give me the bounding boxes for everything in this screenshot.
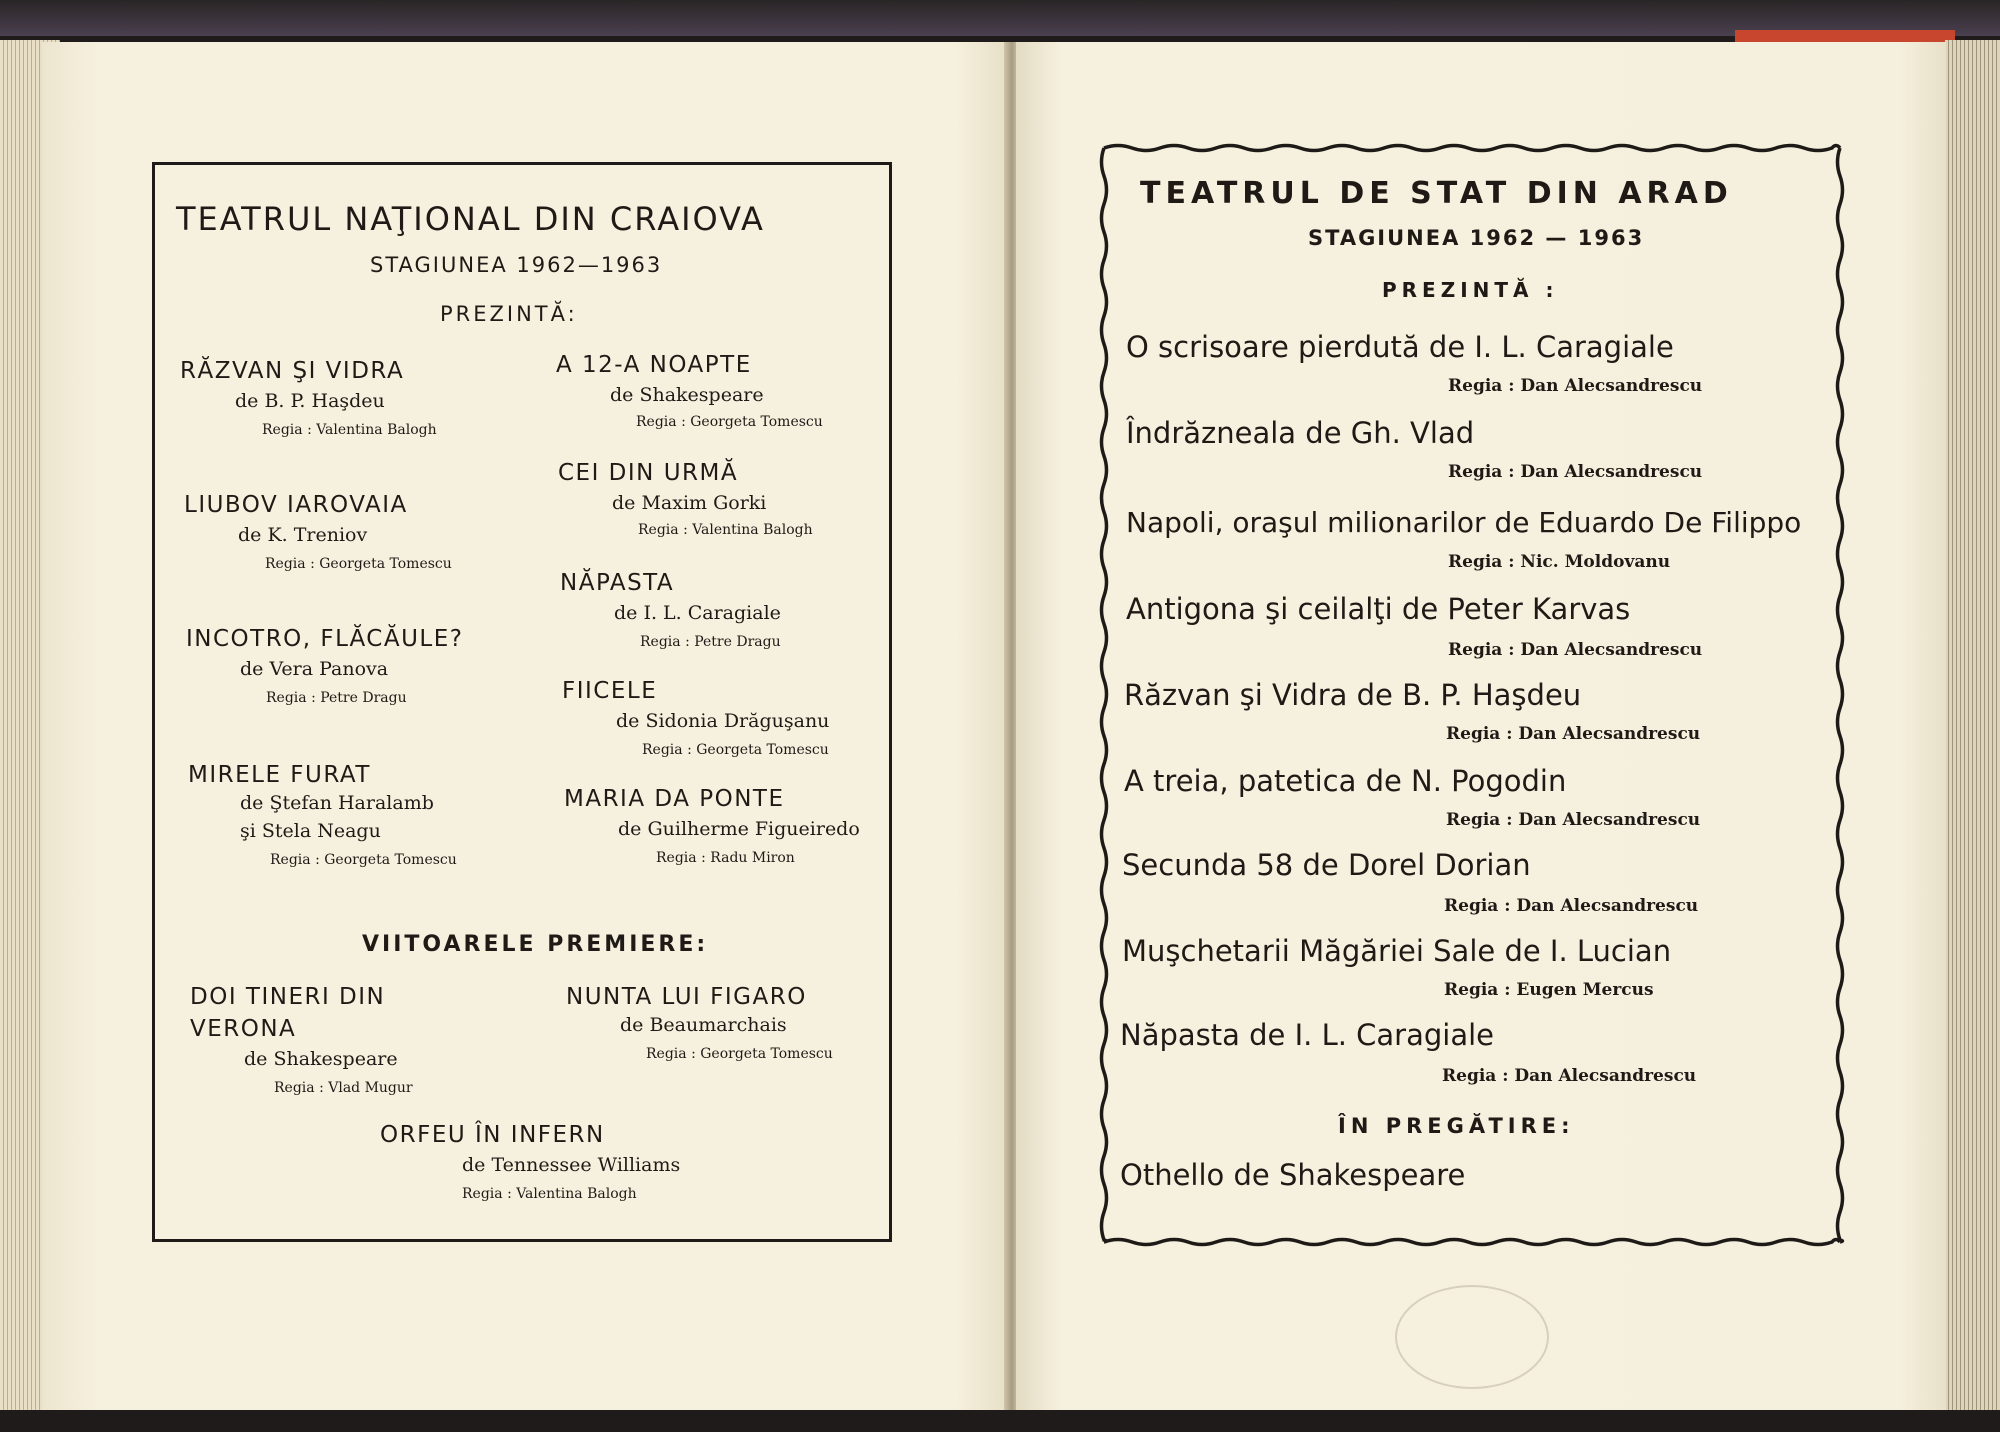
play-title: RĂZVAN ŞI VIDRA xyxy=(180,358,405,384)
play-title: INCOTRO, FLĂCĂULE? xyxy=(186,626,464,652)
play-author: de Maxim Gorki xyxy=(612,492,767,514)
play-title: VERONA xyxy=(190,1016,297,1042)
play-title: DOI TINERI DIN xyxy=(190,984,386,1010)
page-stack-right xyxy=(1945,40,2000,1410)
play-title: NĂPASTA xyxy=(560,570,675,596)
play-director: Regia : Dan Alecsandrescu xyxy=(1448,376,1703,396)
presents-label-craiova: PREZINTĂ: xyxy=(440,302,578,326)
in-preparation-heading: ÎN PREGĂTIRE: xyxy=(1338,1114,1575,1138)
play-author: de Ştefan Haralamb xyxy=(240,792,434,814)
upcoming-premieres-heading: VIITOARELE PREMIERE: xyxy=(362,932,709,957)
play-director: Regia : Dan Alecsandrescu xyxy=(1446,810,1701,830)
play-entry: Napoli, oraşul milionarilor de Eduardo De Filippo xyxy=(1126,506,1802,539)
season-label-craiova: STAGIUNEA 1962—1963 xyxy=(370,253,663,277)
play-director: Regia : Valentina Balogh xyxy=(462,1186,637,1202)
play-entry: Răzvan şi Vidra de B. P. Haşdeu xyxy=(1124,678,1582,712)
play-title: FIICELE xyxy=(562,678,658,704)
theatre-title-craiova: TEATRUL NAŢIONAL DIN CRAIOVA xyxy=(176,200,765,238)
play-title: NUNTA LUI FIGARO xyxy=(566,984,807,1010)
play-author: de Shakespeare xyxy=(244,1048,398,1070)
wavy-border-segment xyxy=(1104,146,1840,151)
play-director: Regia : Petre Dragu xyxy=(266,690,407,706)
season-label-arad: STAGIUNEA 1962 — 1963 xyxy=(1308,226,1645,250)
play-author: de Beaumarchais xyxy=(620,1014,787,1036)
play-author: de B. P. Haşdeu xyxy=(235,390,385,412)
play-entry: Secunda 58 de Dorel Dorian xyxy=(1122,848,1531,882)
play-director: Regia : Georgeta Tomescu xyxy=(265,556,452,572)
play-entry: Muşchetarii Măgăriei Sale de I. Lucian xyxy=(1122,934,1672,968)
play-director: Regia : Georgeta Tomescu xyxy=(642,742,829,758)
play-director: Regia : Vlad Mugur xyxy=(274,1080,413,1096)
play-title: A 12-A NOAPTE xyxy=(556,352,752,378)
play-author: de Guilherme Figueiredo xyxy=(618,818,860,840)
play-director: Regia : Nic. Moldovanu xyxy=(1448,552,1671,572)
play-director: Regia : Eugen Mercus xyxy=(1444,980,1654,1000)
play-director: Regia : Dan Alecsandrescu xyxy=(1442,1066,1697,1086)
play-director: Regia : Dan Alecsandrescu xyxy=(1446,724,1701,744)
play-title: MARIA DA PONTE xyxy=(564,786,785,812)
play-director: Regia : Radu Miron xyxy=(656,850,795,866)
play-director: Regia : Valentina Balogh xyxy=(638,522,813,538)
play-title: MIRELE FURAT xyxy=(188,762,371,788)
play-author: de K. Treniov xyxy=(238,524,368,546)
wavy-border-segment xyxy=(1102,148,1107,1242)
play-author: de Vera Panova xyxy=(240,658,389,680)
play-entry: Îndrăzneala de Gh. Vlad xyxy=(1126,416,1475,450)
upcoming-play-entry: Othello de Shakespeare xyxy=(1120,1158,1466,1192)
play-author: de Tennessee Williams xyxy=(462,1154,681,1176)
play-director: Regia : Valentina Balogh xyxy=(262,422,437,438)
play-director: Regia : Dan Alecsandrescu xyxy=(1448,640,1703,660)
play-author: şi Stela Neagu xyxy=(240,820,381,842)
play-title: ORFEU ÎN INFERN xyxy=(380,1122,605,1148)
play-director: Regia : Georgeta Tomescu xyxy=(270,852,457,868)
play-author: de I. L. Caragiale xyxy=(614,602,781,624)
play-title: CEI DIN URMĂ xyxy=(558,460,739,486)
play-entry: O scrisoare pierdută de I. L. Caragiale xyxy=(1126,330,1674,364)
play-entry: Năpasta de I. L. Caragiale xyxy=(1120,1018,1495,1052)
play-author: de Sidonia Drăguşanu xyxy=(616,710,830,732)
play-title: LIUBOV IAROVAIA xyxy=(184,492,408,518)
play-director: Regia : Georgeta Tomescu xyxy=(646,1046,833,1062)
theatre-title-arad: TEATRUL DE STAT DIN ARAD xyxy=(1140,176,1733,211)
wavy-border-segment xyxy=(1838,148,1843,1242)
play-entry: A treia, patetica de N. Pogodin xyxy=(1124,764,1567,798)
play-director: Regia : Georgeta Tomescu xyxy=(636,414,823,430)
library-stamp xyxy=(1395,1285,1549,1389)
play-director: Regia : Petre Dragu xyxy=(640,634,781,650)
play-author: de Shakespeare xyxy=(610,384,764,406)
book-cover-edge xyxy=(0,0,2000,36)
presents-label-arad: PREZINTĂ : xyxy=(1382,278,1559,302)
play-entry: Antigona şi ceilalţi de Peter Karvas xyxy=(1126,592,1631,626)
play-director: Regia : Dan Alecsandrescu xyxy=(1444,896,1699,916)
wavy-border-segment xyxy=(1104,1240,1840,1245)
play-director: Regia : Dan Alecsandrescu xyxy=(1448,462,1703,482)
